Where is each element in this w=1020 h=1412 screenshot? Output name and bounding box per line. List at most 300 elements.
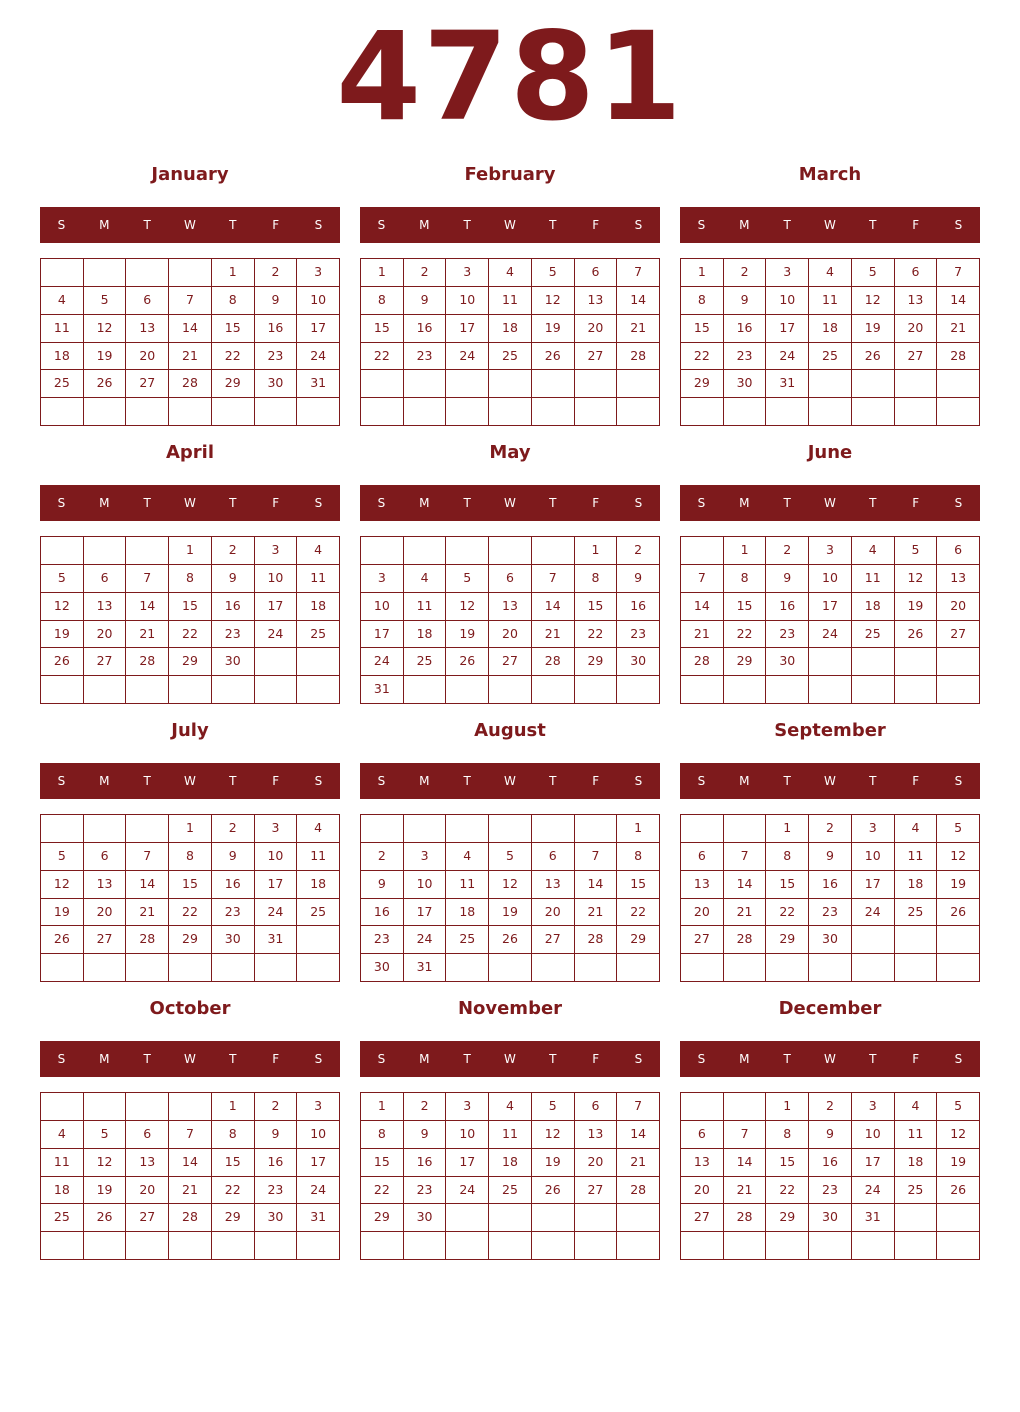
day-cell: 17 (766, 315, 809, 343)
day-cell (895, 954, 938, 982)
weekday-label: F (912, 1052, 920, 1066)
day-cell: 31 (852, 1204, 895, 1232)
day-cell: 24 (852, 899, 895, 927)
day-cell: 16 (617, 593, 660, 621)
day-cell: 23 (255, 343, 298, 371)
weekday-label: T (549, 218, 557, 232)
day-cell (681, 676, 724, 704)
day-cell: 6 (84, 843, 127, 871)
day-cell (724, 676, 767, 704)
day-cell: 8 (681, 287, 724, 315)
day-cell: 1 (681, 259, 724, 287)
day-cell: 2 (212, 537, 255, 565)
day-cell: 14 (724, 871, 767, 899)
day-cell: 19 (937, 1149, 980, 1177)
weekday-label: T (549, 496, 557, 510)
day-cell (575, 954, 618, 982)
weekday-label: T (143, 218, 151, 232)
day-cell: 24 (446, 1177, 489, 1205)
weekday-label: T (143, 774, 151, 788)
day-cell: 2 (404, 259, 447, 287)
day-cell: 7 (169, 287, 212, 315)
day-cell: 4 (489, 1093, 532, 1121)
day-grid (40, 258, 340, 426)
day-cell: 8 (575, 565, 618, 593)
day-cell: 18 (297, 593, 340, 621)
weekday-label: W (824, 774, 836, 788)
month-february (360, 160, 660, 430)
day-cell (617, 676, 660, 704)
day-cell: 6 (895, 259, 938, 287)
day-cell (41, 259, 84, 287)
day-cell: 27 (575, 1177, 618, 1205)
day-cell: 16 (404, 1149, 447, 1177)
weekday-label: S (57, 1052, 66, 1066)
weekday-label: S (634, 218, 643, 232)
day-cell: 14 (126, 871, 169, 899)
day-cell: 5 (852, 259, 895, 287)
day-cell: 29 (169, 648, 212, 676)
day-cell: 25 (446, 926, 489, 954)
day-cell: 28 (937, 343, 980, 371)
day-cell: 28 (617, 1177, 660, 1205)
day-cell: 7 (575, 843, 618, 871)
day-cell: 3 (255, 815, 298, 843)
day-cell: 4 (41, 287, 84, 315)
day-cell: 21 (126, 621, 169, 649)
day-cell: 21 (724, 899, 767, 927)
day-cell: 8 (361, 287, 404, 315)
day-grid (360, 258, 660, 426)
day-cell (297, 398, 340, 426)
day-cell (895, 676, 938, 704)
weekday-label: F (592, 774, 600, 788)
day-cell: 14 (169, 315, 212, 343)
day-cell: 17 (255, 871, 298, 899)
day-cell (446, 1204, 489, 1232)
day-cell: 15 (617, 871, 660, 899)
day-cell: 28 (169, 1204, 212, 1232)
day-cell (126, 259, 169, 287)
day-cell: 29 (724, 648, 767, 676)
day-cell: 21 (681, 621, 724, 649)
day-cell: 7 (126, 843, 169, 871)
day-cell (575, 398, 618, 426)
day-cell: 14 (575, 871, 618, 899)
day-cell: 5 (937, 815, 980, 843)
weekday-header (360, 763, 660, 799)
day-cell: 18 (895, 871, 938, 899)
day-cell: 17 (297, 1149, 340, 1177)
day-cell: 11 (489, 1121, 532, 1149)
day-cell (361, 815, 404, 843)
weekday-header (680, 1041, 980, 1077)
day-cell (681, 1232, 724, 1260)
day-cell: 22 (617, 899, 660, 927)
weekday-label: M (419, 218, 430, 232)
weekday-label: T (229, 496, 237, 510)
day-cell: 14 (126, 593, 169, 621)
day-cell: 25 (895, 1177, 938, 1205)
day-cell (852, 398, 895, 426)
day-cell (404, 398, 447, 426)
day-cell: 28 (532, 648, 575, 676)
day-cell: 3 (766, 259, 809, 287)
weekday-label: T (229, 1052, 237, 1066)
day-cell: 1 (617, 815, 660, 843)
day-cell: 18 (489, 315, 532, 343)
day-cell: 7 (937, 259, 980, 287)
day-cell: 9 (766, 565, 809, 593)
month-november (360, 994, 660, 1264)
day-cell: 16 (255, 315, 298, 343)
day-cell: 3 (297, 1093, 340, 1121)
day-cell: 26 (937, 1177, 980, 1205)
day-cell: 30 (361, 954, 404, 982)
day-cell (41, 676, 84, 704)
day-cell (532, 398, 575, 426)
day-cell: 9 (361, 871, 404, 899)
day-cell (489, 1232, 532, 1260)
weekday-label: T (783, 218, 791, 232)
weekday-label: S (954, 496, 963, 510)
day-cell: 13 (575, 287, 618, 315)
day-cell: 20 (681, 1177, 724, 1205)
weekday-label: T (869, 496, 877, 510)
day-cell: 13 (681, 1149, 724, 1177)
day-cell: 9 (212, 565, 255, 593)
day-cell: 13 (126, 315, 169, 343)
weekday-label: M (739, 496, 750, 510)
weekday-label: W (504, 496, 516, 510)
day-cell: 11 (852, 565, 895, 593)
day-cell (84, 1093, 127, 1121)
day-cell: 21 (617, 315, 660, 343)
day-cell: 21 (724, 1177, 767, 1205)
month-name: September (774, 720, 886, 741)
day-cell: 11 (41, 1149, 84, 1177)
day-cell: 24 (404, 926, 447, 954)
day-cell: 20 (532, 899, 575, 927)
day-cell: 16 (724, 315, 767, 343)
day-cell (575, 1204, 618, 1232)
day-cell: 17 (255, 593, 298, 621)
day-cell: 5 (532, 259, 575, 287)
weekday-label: W (184, 1052, 196, 1066)
day-cell: 22 (575, 621, 618, 649)
day-cell: 17 (446, 1149, 489, 1177)
weekday-label: S (57, 218, 66, 232)
day-cell (724, 398, 767, 426)
month-july (40, 716, 340, 986)
month-april (40, 438, 340, 708)
day-cell: 21 (937, 315, 980, 343)
day-cell: 25 (41, 1204, 84, 1232)
day-cell: 31 (297, 1204, 340, 1232)
day-cell: 21 (575, 899, 618, 927)
day-cell (532, 676, 575, 704)
day-cell (255, 398, 298, 426)
weekday-label: T (143, 1052, 151, 1066)
day-cell: 29 (766, 1204, 809, 1232)
day-cell: 27 (575, 343, 618, 371)
day-cell: 16 (809, 871, 852, 899)
day-cell: 17 (297, 315, 340, 343)
day-cell: 18 (297, 871, 340, 899)
day-cell (809, 676, 852, 704)
day-cell: 10 (255, 843, 298, 871)
weekday-label: S (634, 1052, 643, 1066)
weekday-label: M (99, 1052, 110, 1066)
day-cell: 9 (212, 843, 255, 871)
day-cell: 19 (84, 343, 127, 371)
day-cell: 3 (255, 537, 298, 565)
day-cell: 9 (255, 1121, 298, 1149)
day-cell (126, 537, 169, 565)
day-cell: 18 (41, 1177, 84, 1205)
day-cell: 23 (617, 621, 660, 649)
year-title: 4781 (336, 6, 684, 148)
day-cell (937, 370, 980, 398)
day-cell: 29 (766, 926, 809, 954)
weekday-label: F (912, 218, 920, 232)
day-cell: 3 (852, 1093, 895, 1121)
day-cell: 14 (169, 1149, 212, 1177)
day-cell (617, 398, 660, 426)
day-cell: 27 (937, 621, 980, 649)
weekday-label: S (697, 496, 706, 510)
day-cell: 14 (724, 1149, 767, 1177)
day-cell: 8 (617, 843, 660, 871)
day-cell (895, 926, 938, 954)
day-cell: 12 (41, 871, 84, 899)
day-cell (852, 648, 895, 676)
weekday-label: W (504, 774, 516, 788)
day-cell: 30 (255, 370, 298, 398)
day-cell (489, 537, 532, 565)
day-cell: 8 (766, 843, 809, 871)
day-cell (681, 398, 724, 426)
day-cell (895, 1204, 938, 1232)
day-cell: 26 (84, 1204, 127, 1232)
day-cell: 31 (404, 954, 447, 982)
month-june (680, 438, 980, 708)
day-cell: 14 (617, 1121, 660, 1149)
day-cell: 27 (84, 648, 127, 676)
day-cell: 12 (532, 1121, 575, 1149)
weekday-header (360, 485, 660, 521)
day-cell: 2 (809, 815, 852, 843)
day-cell (169, 398, 212, 426)
day-cell: 28 (169, 370, 212, 398)
day-cell: 13 (575, 1121, 618, 1149)
day-cell: 22 (766, 1177, 809, 1205)
day-cell: 16 (212, 593, 255, 621)
day-cell (255, 676, 298, 704)
day-cell: 29 (681, 370, 724, 398)
day-grid (680, 258, 980, 426)
weekday-label: T (869, 1052, 877, 1066)
day-cell: 2 (809, 1093, 852, 1121)
day-cell: 5 (489, 843, 532, 871)
day-cell: 1 (766, 815, 809, 843)
day-cell (681, 954, 724, 982)
day-cell: 28 (724, 1204, 767, 1232)
month-name: January (151, 164, 229, 185)
day-cell (681, 537, 724, 565)
day-cell: 31 (361, 676, 404, 704)
day-cell: 17 (852, 1149, 895, 1177)
day-cell: 11 (895, 1121, 938, 1149)
day-cell: 2 (617, 537, 660, 565)
weekday-label: M (99, 218, 110, 232)
day-cell: 9 (809, 1121, 852, 1149)
weekday-label: S (697, 218, 706, 232)
day-cell: 7 (617, 1093, 660, 1121)
day-cell: 19 (41, 899, 84, 927)
day-cell (212, 398, 255, 426)
day-cell: 7 (724, 1121, 767, 1149)
weekday-header (40, 207, 340, 243)
day-cell: 23 (255, 1177, 298, 1205)
day-cell (617, 1232, 660, 1260)
day-cell (446, 398, 489, 426)
weekday-label: F (592, 1052, 600, 1066)
day-cell: 16 (766, 593, 809, 621)
day-cell: 23 (766, 621, 809, 649)
day-cell: 15 (169, 871, 212, 899)
day-cell (169, 259, 212, 287)
day-grid (680, 1092, 980, 1260)
day-cell: 29 (169, 926, 212, 954)
day-cell (404, 370, 447, 398)
day-cell: 8 (766, 1121, 809, 1149)
weekday-label: M (419, 774, 430, 788)
day-cell: 7 (126, 565, 169, 593)
day-cell: 12 (41, 593, 84, 621)
day-cell: 4 (41, 1121, 84, 1149)
day-cell: 15 (169, 593, 212, 621)
day-cell: 29 (212, 1204, 255, 1232)
day-cell: 27 (681, 926, 724, 954)
day-cell (766, 1232, 809, 1260)
day-cell: 16 (212, 871, 255, 899)
day-cell: 3 (446, 1093, 489, 1121)
day-cell: 6 (84, 565, 127, 593)
day-cell (361, 1232, 404, 1260)
day-cell (297, 676, 340, 704)
weekday-label: T (869, 218, 877, 232)
day-cell (255, 1232, 298, 1260)
month-name: February (464, 164, 556, 185)
day-cell: 3 (852, 815, 895, 843)
day-cell: 12 (489, 871, 532, 899)
day-cell: 25 (895, 899, 938, 927)
weekday-label: T (143, 496, 151, 510)
day-cell: 2 (212, 815, 255, 843)
day-cell (937, 926, 980, 954)
day-cell: 18 (852, 593, 895, 621)
month-name: March (798, 164, 862, 185)
day-cell: 14 (937, 287, 980, 315)
day-cell (41, 954, 84, 982)
day-cell: 5 (41, 565, 84, 593)
day-cell: 21 (532, 621, 575, 649)
day-cell: 7 (617, 259, 660, 287)
day-cell: 21 (126, 899, 169, 927)
weekday-header (40, 763, 340, 799)
weekday-label: F (592, 496, 600, 510)
weekday-label: T (463, 218, 471, 232)
day-cell: 24 (255, 621, 298, 649)
day-cell: 19 (446, 621, 489, 649)
weekday-label: W (184, 218, 196, 232)
day-cell: 22 (212, 1177, 255, 1205)
day-cell (532, 954, 575, 982)
day-cell: 22 (169, 899, 212, 927)
month-december (680, 994, 980, 1264)
day-cell: 16 (361, 899, 404, 927)
day-cell: 23 (212, 899, 255, 927)
day-cell: 22 (212, 343, 255, 371)
day-grid (40, 814, 340, 982)
weekday-header (680, 485, 980, 521)
day-cell: 30 (212, 648, 255, 676)
weekday-label: S (57, 774, 66, 788)
month-name: April (165, 442, 215, 463)
day-cell: 1 (169, 815, 212, 843)
day-cell (809, 648, 852, 676)
day-cell (489, 398, 532, 426)
weekday-label: F (272, 496, 280, 510)
day-cell: 28 (617, 343, 660, 371)
day-cell: 26 (41, 926, 84, 954)
day-cell (446, 954, 489, 982)
day-cell (212, 1232, 255, 1260)
weekday-label: T (229, 218, 237, 232)
day-cell (532, 1232, 575, 1260)
day-cell: 27 (681, 1204, 724, 1232)
day-cell: 10 (404, 871, 447, 899)
day-cell: 20 (575, 315, 618, 343)
weekday-label: S (697, 774, 706, 788)
day-cell (575, 370, 618, 398)
day-cell: 21 (169, 1177, 212, 1205)
day-cell: 6 (126, 1121, 169, 1149)
day-cell: 26 (937, 899, 980, 927)
day-cell: 21 (169, 343, 212, 371)
day-cell: 20 (126, 1177, 169, 1205)
day-cell: 14 (617, 287, 660, 315)
day-cell: 5 (84, 287, 127, 315)
weekday-header (680, 207, 980, 243)
day-cell: 8 (361, 1121, 404, 1149)
month-name: July (171, 720, 209, 741)
day-cell: 1 (212, 259, 255, 287)
day-cell: 19 (532, 1149, 575, 1177)
day-cell: 9 (404, 1121, 447, 1149)
day-cell: 5 (895, 537, 938, 565)
day-grid (40, 1092, 340, 1260)
day-cell: 20 (681, 899, 724, 927)
day-cell: 5 (446, 565, 489, 593)
day-cell: 28 (724, 926, 767, 954)
day-cell: 25 (852, 621, 895, 649)
day-cell: 11 (297, 565, 340, 593)
day-cell: 30 (724, 370, 767, 398)
month-august (360, 716, 660, 986)
weekday-label: S (954, 1052, 963, 1066)
